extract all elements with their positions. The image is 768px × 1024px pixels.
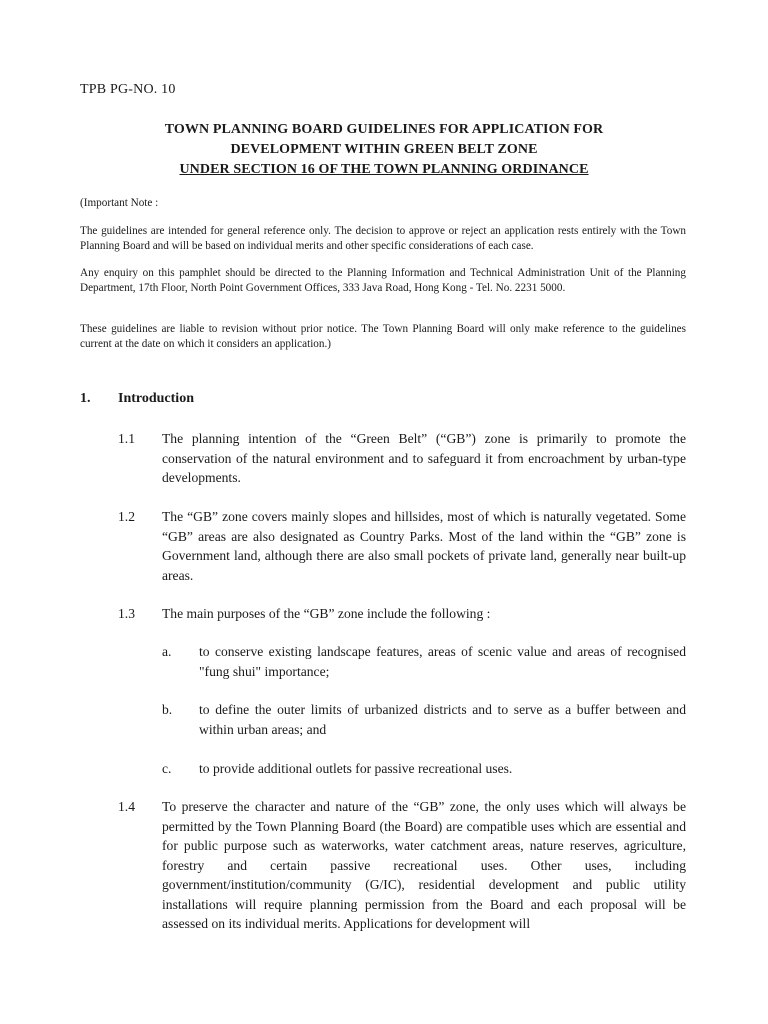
purpose-text: to provide additional outlets for passive recreational uses. <box>199 761 513 776</box>
purpose-text: to define the outer limits of urbanized districts and to serve as a buffer between and within urban areas; and <box>199 702 686 737</box>
purpose-letter: a. <box>162 644 172 659</box>
paragraph-text: The planning intention of the “Green Belt” (“GB”) zone is primarily to promote the conservation of the natural environment and to safeguard it from encroachment by urban-type developments. <box>162 431 686 485</box>
paragraph-number: 1.4 <box>118 799 135 814</box>
section-number: 1. <box>80 391 91 406</box>
title-line-2: DEVELOPMENT WITHIN GREEN BELT ZONE <box>230 142 538 157</box>
important-note-paragraph: The guidelines are intended for general reference only. The decision to approve or reject an application rests entirely with the Town Planning Board and will be based on individual merits and other specific considerations of each case. <box>80 225 686 252</box>
paragraph-number: 1.1 <box>118 431 135 446</box>
important-note-paragraph: These guidelines are liable to revision without prior notice. The Town Planning Board will only make reference to the guidelines current at the date on which it considers an application.) <box>80 323 686 350</box>
paragraph-text: The main purposes of the “GB” zone include the following : <box>162 606 491 621</box>
paragraph-1-2 <box>118 507 686 585</box>
paragraph-1-3 <box>118 604 686 624</box>
document-code: TPB PG-NO. 10 <box>80 82 176 97</box>
document-title <box>80 120 688 180</box>
section-title: Introduction <box>118 391 194 406</box>
paragraph-1-4 <box>118 797 686 934</box>
purpose-letter: b. <box>162 702 173 717</box>
purpose-letter: c. <box>162 761 172 776</box>
paragraph-number: 1.2 <box>118 509 135 524</box>
purpose-item-c <box>162 759 686 779</box>
important-note-paragraph: Any enquiry on this pamphlet should be directed to the Planning Information and Technical Administration Unit of the Planning Department, 17th Floor, North Point Government Offices, 333 Java Road, Hong Kong - Tel. No. 2231 5000. <box>80 267 686 294</box>
purpose-item-a <box>162 642 686 681</box>
purpose-item-b <box>162 700 686 739</box>
paragraph-1-1 <box>118 429 686 488</box>
paragraph-number: 1.3 <box>118 606 135 621</box>
title-line-3: UNDER SECTION 16 OF THE TOWN PLANNING ORDINANCE <box>179 162 589 177</box>
paragraph-text: The “GB” zone covers mainly slopes and hillsides, most of which is naturally vegetated. Some “GB” areas are also designated as Country Parks. Most of the land within the “GB” zone is Government land, although there are also small pockets of private land, generally near built-up areas. <box>162 509 686 583</box>
title-line-1: TOWN PLANNING BOARD GUIDELINES FOR APPLICATION FOR <box>164 122 604 137</box>
important-note-heading: (Important Note : <box>80 197 159 209</box>
paragraph-text: To preserve the character and nature of the “GB” zone, the only uses which will always be permitted by the Town Planning Board (the Board) are compatible uses which are essential and for public purpose such as waterworks, water catchment areas, nature reserves, agriculture, forestry and certain passive recreational uses. Other uses, including government/institution/community (G/IC), residential development and public utility installations will require planning permission from the Board and each proposal will be assessed on its individual merits. Applications for development will <box>162 799 686 931</box>
purpose-text: to conserve existing landscape features, areas of scenic value and areas of recognised "fung shui" importance; <box>199 644 686 679</box>
